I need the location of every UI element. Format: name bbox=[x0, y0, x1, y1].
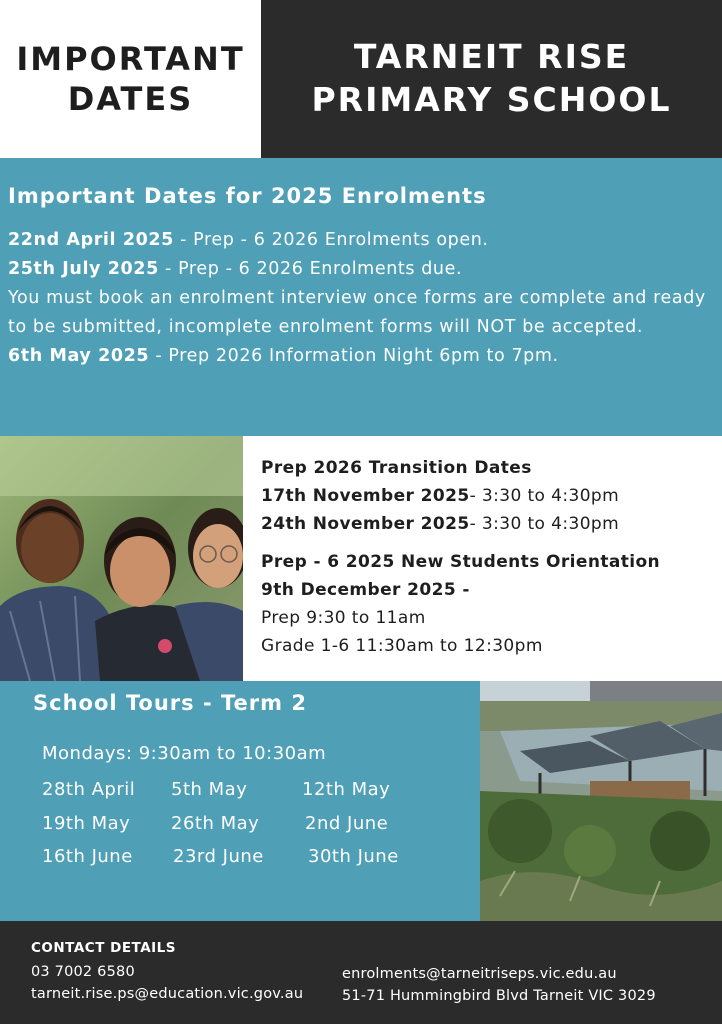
info-night-date: 6th May 2025 bbox=[8, 346, 150, 366]
enrolment-due-line bbox=[8, 255, 714, 284]
header-right-panel bbox=[261, 0, 722, 158]
transition-date-1: 17th November 2025 bbox=[261, 486, 470, 506]
enrolment-title: Important Dates for 2025 Enrolments bbox=[8, 184, 487, 208]
info-night-line bbox=[8, 342, 714, 371]
enrolment-open-date: 22nd April 2025 bbox=[8, 230, 174, 250]
school-name-line2: PRIMARY SCHOOL bbox=[311, 80, 672, 119]
contact-heading: CONTACT DETAILS bbox=[31, 940, 176, 956]
enrolment-open-text: - Prep - 6 2026 Enrolments open. bbox=[173, 230, 489, 250]
students-photo bbox=[0, 436, 243, 681]
enrolment-due-text: - Prep - 6 2026 Enrolments due. bbox=[158, 259, 463, 279]
tour-date: 26th May bbox=[171, 813, 260, 834]
header-left-panel bbox=[0, 0, 261, 158]
enrolment-open-line bbox=[8, 226, 714, 255]
playground-photo-illustration bbox=[480, 681, 722, 921]
transition-title: Prep 2026 Transition Dates bbox=[261, 458, 532, 478]
contact-phone[interactable]: 03 7002 6580 bbox=[31, 964, 135, 980]
contact-address: 51-71 Hummingbird Blvd Tarneit VIC 3029 bbox=[342, 988, 656, 1004]
enrolment-interview-note: You must book an enrolment interview once forms are complete and ready to be submitted, incomplete enrolment forms will NOT be accepted. bbox=[8, 288, 706, 337]
orientation-grade-time: Grade 1-6 11:30am to 12:30pm bbox=[261, 636, 543, 656]
transition-date-2: 24th November 2025 bbox=[261, 514, 470, 534]
contact-email-ps[interactable]: tarneit.rise.ps@education.vic.gov.au bbox=[31, 986, 304, 1002]
header-important: IMPORTANT bbox=[16, 40, 245, 78]
tour-date: 16th June bbox=[42, 846, 133, 867]
transition-section bbox=[243, 436, 722, 681]
transition-line-1 bbox=[261, 482, 722, 510]
tour-date: 19th May bbox=[42, 813, 131, 834]
enrolment-section bbox=[0, 158, 722, 436]
contact-email-enrolments[interactable]: enrolments@tarneitriseps.vic.edu.au bbox=[342, 966, 617, 982]
tours-title: School Tours - Term 2 bbox=[33, 691, 307, 715]
tour-date: 12th May bbox=[302, 779, 391, 800]
contact-footer bbox=[0, 921, 722, 1024]
transition-line-2 bbox=[261, 510, 722, 538]
enrolment-due-date: 25th July 2025 bbox=[8, 259, 159, 279]
info-night-text: - Prep 2026 Information Night 6pm to 7pm. bbox=[149, 346, 559, 366]
tour-date: 30th June bbox=[308, 846, 399, 867]
tour-date: 23rd June bbox=[173, 846, 264, 867]
orientation-prep-time: Prep 9:30 to 11am bbox=[261, 608, 426, 628]
playground-photo bbox=[480, 681, 722, 921]
school-name-line1: TARNEIT RISE bbox=[353, 37, 630, 77]
school-tours-section bbox=[0, 681, 480, 921]
students-photo-illustration bbox=[0, 436, 243, 681]
tour-date: 5th May bbox=[171, 779, 248, 800]
orientation-date: 9th December 2025 - bbox=[261, 580, 470, 600]
tours-schedule: Mondays: 9:30am to 10:30am bbox=[42, 743, 327, 764]
tour-date: 2nd June bbox=[305, 813, 389, 834]
orientation-title: Prep - 6 2025 New Students Orientation bbox=[261, 552, 661, 572]
transition-time-2: - 3:30 to 4:30pm bbox=[469, 514, 620, 534]
tour-date: 28th April bbox=[42, 779, 136, 800]
header-dates: DATES bbox=[67, 80, 194, 118]
transition-time-1: - 3:30 to 4:30pm bbox=[469, 486, 620, 506]
